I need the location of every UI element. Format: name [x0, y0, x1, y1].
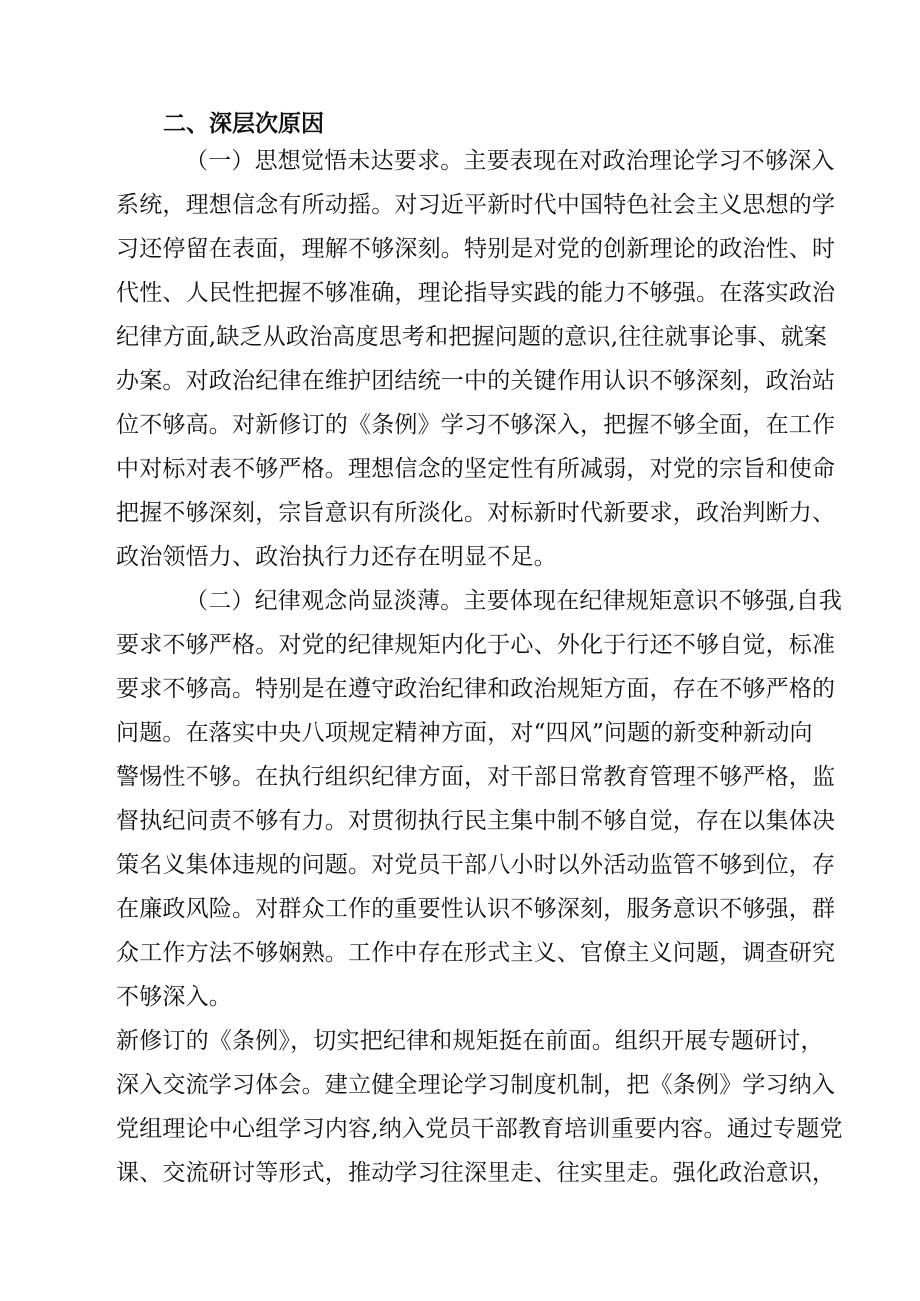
text-line: 新修订的《条例》，切实把纪律和规矩挺在前面。组织开展专题研讨， [116, 1028, 824, 1054]
text-line: 把握不够深刻，宗旨意识有所淡化。对标新时代新要求，政治判断力、 [116, 500, 836, 526]
text-line: 中对标对表不够严格。理想信念的坚定性有所减弱，对党的宗旨和使命 [116, 456, 836, 482]
text-line: 督执纪问责不够有力。对贯彻执行民主集中制不够自觉，存在以集体决 [116, 808, 836, 834]
text-line: 要求不够高。特别是在遵守政治纪律和政治规矩方面，存在不够严格的 [116, 676, 836, 702]
text-line: 系统，理想信念有所动摇。对习近平新时代中国特色社会主义思想的学 [116, 192, 836, 218]
text-line: 政治领悟力、政治执行力还存在明显不足。 [116, 544, 557, 570]
text-line: 警惕性不够。在执行组织纪律方面，对干部日常教育管理不够严格，监 [116, 764, 836, 790]
text-line: 办案。对政治纪律在维护团结统一中的关键作用认识不够深刻，政治站 [116, 368, 836, 394]
text-line: 位不够高。对新修订的《条例》学习不够深入，把握不够全面，在工作 [116, 412, 836, 438]
text-line: 纪律方面,缺乏从政治高度思考和把握问题的意识,往往就事论事、就案 [116, 324, 828, 350]
text-line: 深入交流学习体会。建立健全理论学习制度机制，把《条例》学习纳入 [116, 1072, 836, 1098]
text-line: 要求不够严格。对党的纪律规矩内化于心、外化于行还不够自觉，标准 [116, 632, 836, 658]
section-heading: 二、深层次原因 [163, 110, 324, 137]
text-line: 习还停留在表面，理解不够深刻。特别是对党的创新理论的政治性、时 [116, 236, 836, 262]
text-line: 在廉政风险。对群众工作的重要性认识不够深刻，服务意识不够强，群 [116, 896, 836, 922]
text-line: 问题。在落实中央八项规定精神方面，对“四风”问题的新变种新动向 [116, 720, 813, 746]
text-line: 代性、人民性把握不够准确，理论指导实践的能力不够强。在落实政治 [116, 280, 836, 306]
text-line: 策名义集体违规的问题。对党员干部八小时以外活动监管不够到位，存 [116, 852, 836, 878]
text-line: 众工作方法不够娴熟。工作中存在形式主义、官僚主义问题，调查研究 [116, 940, 836, 966]
text-line: 党组理论中心组学习内容,纳入党员干部教育培训重要内容。通过专题党 [116, 1116, 843, 1142]
text-line: （一）思想觉悟未达要求。主要表现在对政治理论学习不够深入 [185, 148, 835, 174]
text-line: 课、交流研讨等形式，推动学习往深里走、往实里走。强化政治意识， [116, 1160, 836, 1186]
text-line: （二）纪律观念尚显淡薄。主要体现在纪律规矩意识不够强,自我 [185, 588, 843, 614]
text-line: 不够深入。 [116, 984, 232, 1010]
